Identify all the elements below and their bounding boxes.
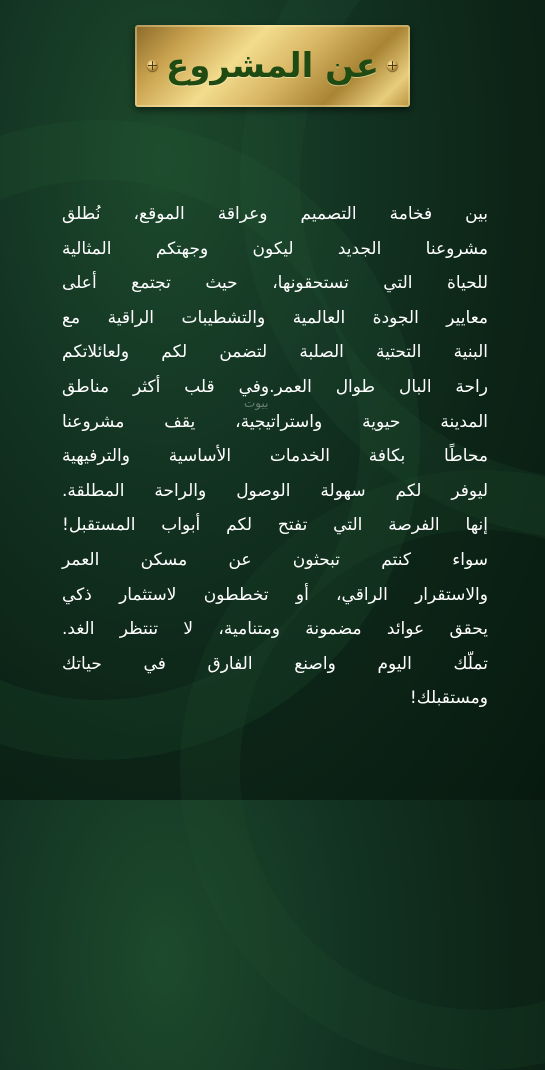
description-line: البنية التحتية الصلبة لتضمن لكم ولعائلاتكم (62, 342, 488, 363)
description-line: ليوفر لكم سهولة الوصول والراحة المطلقة. (62, 480, 488, 501)
description-line: مشروعنا الجديد ليكون وجهتكم المثالية (62, 238, 488, 259)
description-line: والاستقرار الراقي، أو تخططون لاستثمار ذكي (62, 584, 488, 605)
description-line: يحقق عوائد مضمونة ومتنامية، لا تنتظر الغد. (62, 619, 488, 640)
description-line: للحياة التي تستحقونها، حيث تجتمع أعلى (62, 273, 488, 294)
description-line: معايير الجودة العالمية والتشطيبات الراقية مع (62, 307, 488, 328)
watermark: بيوت (244, 396, 269, 410)
project-description (62, 197, 488, 716)
title-plaque (135, 25, 410, 107)
description-line: تملّك اليوم واصنع الفارق في حياتك (62, 653, 488, 674)
description-line: ومستقبلك! (409, 688, 488, 709)
screw-icon (147, 60, 158, 71)
description-line: محاطًا بكافة الخدمات الأساسية والترفيهية (62, 446, 488, 467)
description-line: بين فخامة التصميم وعراقة الموقع، نُطلق (62, 204, 488, 224)
description-line: راحة البال طوال العمر.وفي قلب أكثر مناطق (62, 376, 488, 397)
screw-icon (387, 60, 398, 71)
description-line: المدينة حيوية واستراتيجية، يقف مشروعنا (62, 411, 488, 432)
description-line: إنها الفرصة التي تفتح لكم أبواب المستقبل! (62, 515, 488, 536)
description-line: سواء كنتم تبحثون عن مسكن العمر (62, 549, 488, 570)
page-title: عن المشروع (166, 46, 379, 86)
